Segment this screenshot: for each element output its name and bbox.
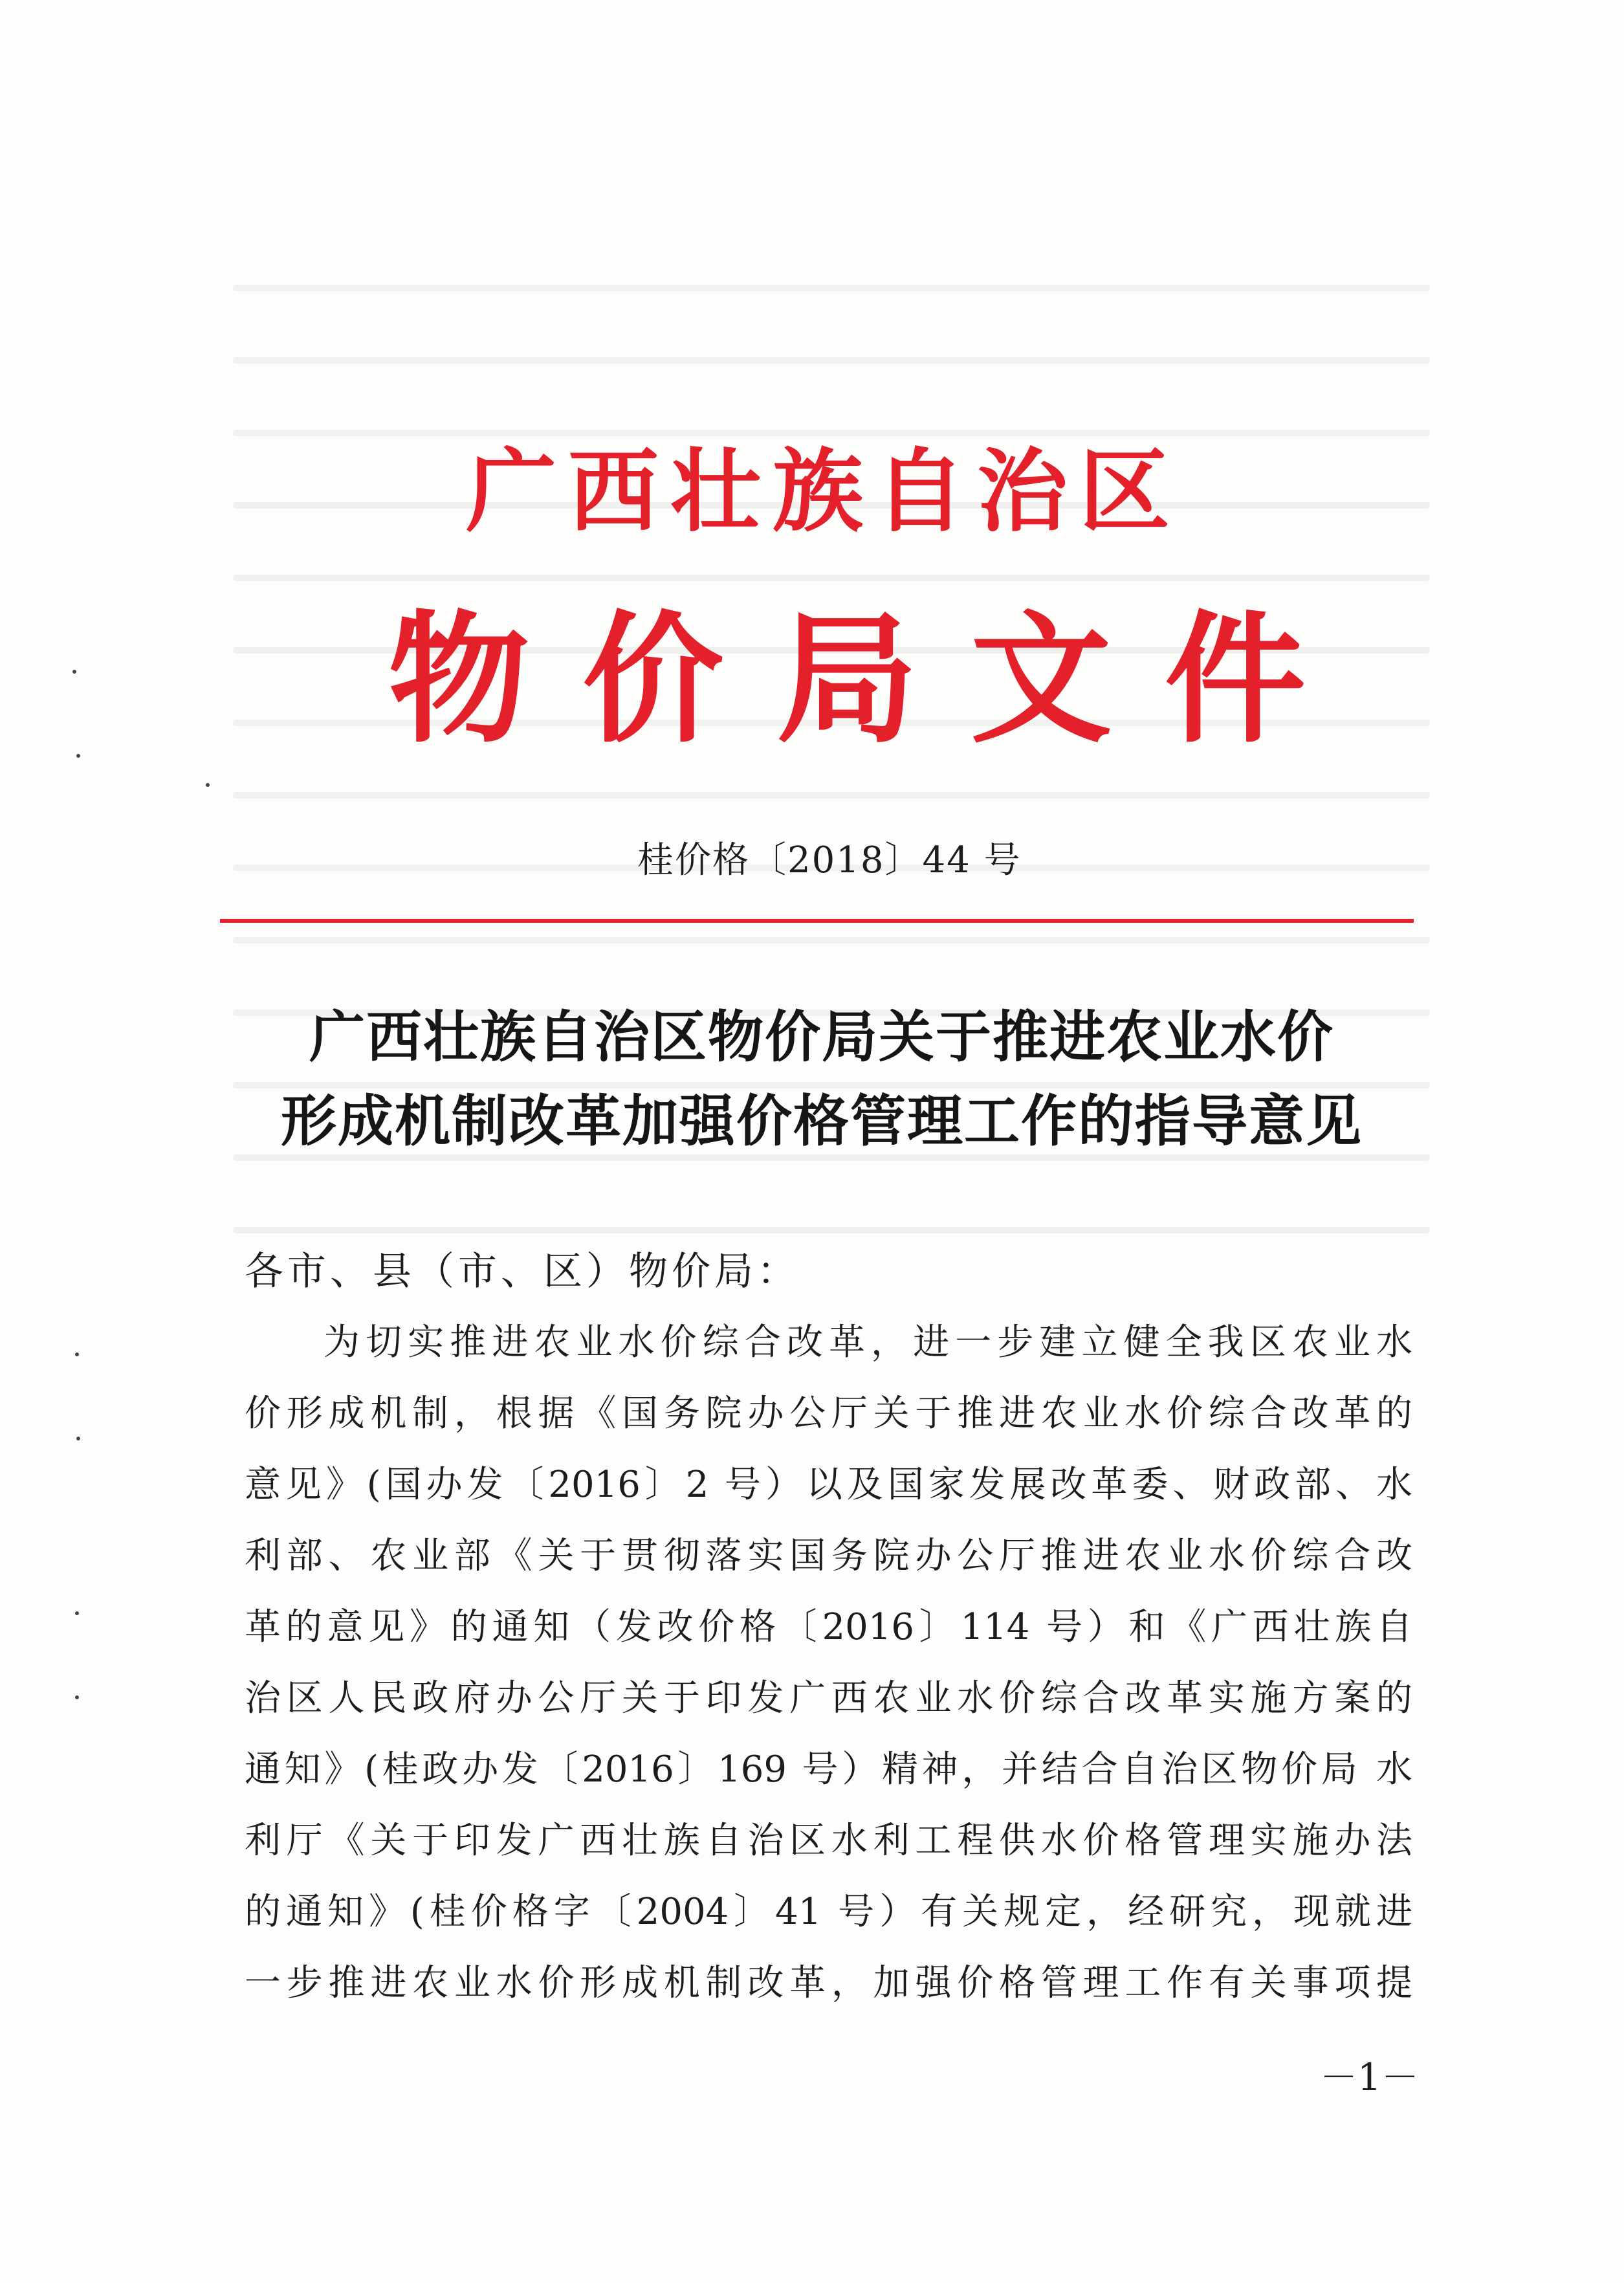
scan-speck [75,1352,79,1356]
body-line-10: 一步推进农业水价形成机制改革，加强价格管理工作有关事项提 [245,1962,1412,2004]
body-line-7: 通知》(桂政办发〔2016〕169 号）精神，并结合自治区物价局 水 [245,1748,1412,1791]
salutation: 各市、县（市、区）物价局： [245,1249,800,1294]
body-line-1: 为切实推进农业水价综合改革，进一步建立健全我区农业水 [324,1321,1412,1363]
scan-speck [76,1437,80,1440]
page-number: －1－ [1320,2055,1419,2099]
body-line-8: 利厅《关于印发广西壮族自治区水利工程供水价格管理实施办法 [245,1820,1412,1862]
red-separator-rule [220,919,1414,923]
scan-speck [76,754,80,758]
scan-speck [75,1611,79,1615]
issuing-authority-heading: 广西壮族自治区 [466,439,1182,545]
document-title-line-2: 形成机制改革加强价格管理工作的指导意见 [281,1089,1363,1154]
scan-speck [72,670,76,674]
body-line-9: 的通知》(桂价格字〔2004〕41 号）有关规定，经研究，现就进 [245,1891,1412,1933]
body-line-6: 治区人民政府办公厅关于印发广西农业水价综合改革实施方案的 [245,1677,1412,1719]
document-number: 桂价格〔2018〕44 号 [637,839,1022,881]
body-line-3: 意见》(国办发〔2016〕2 号）以及国家发展改革委、财政部、水 [245,1464,1412,1506]
document-title-line-1: 广西壮族自治区物价局关于推进农业水价 [309,1005,1334,1070]
scan-speck [206,783,210,787]
body-line-5: 革的意见》的通知（发改价格〔2016〕114 号）和《广西壮族自 [245,1606,1412,1648]
scan-speck [75,1695,79,1699]
body-line-4: 利部、农业部《关于贯彻落实国务院办公厅推进农业水价综合改 [245,1535,1412,1577]
body-line-2: 价形成机制，根据《国务院办公厅关于推进农业水价综合改革的 [245,1393,1412,1435]
document-type-heading: 物价局文件 [388,597,1359,762]
